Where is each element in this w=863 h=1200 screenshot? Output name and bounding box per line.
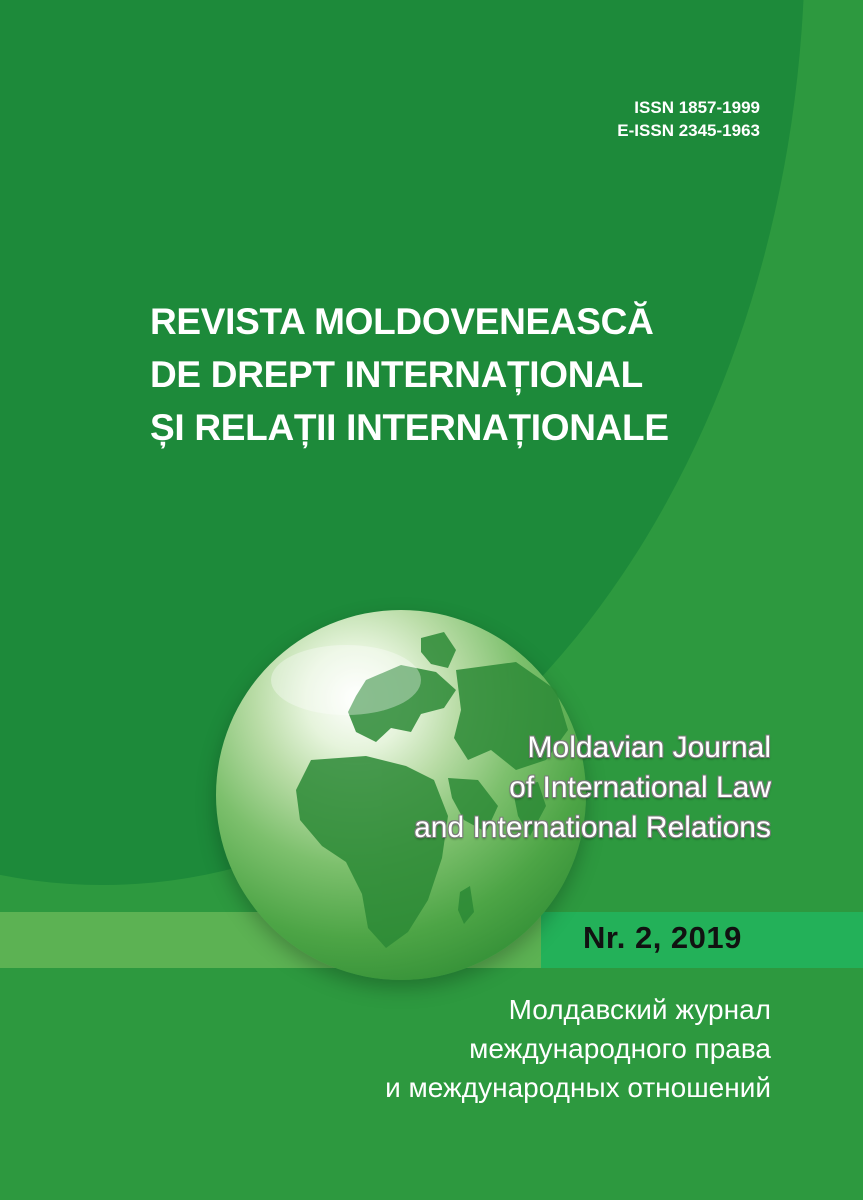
- title-en-line-3: and International Relations: [414, 811, 771, 844]
- title-ru-line-2: международного права: [469, 1033, 771, 1064]
- title-ro-line-3: ȘI RELAȚII INTERNAȚIONALE: [150, 407, 669, 448]
- issue-number: Nr. 2, 2019: [583, 920, 742, 955]
- issn-block: [617, 96, 760, 142]
- title-en-line-1: Moldavian Journal: [527, 731, 771, 764]
- title-romanian: [150, 295, 669, 454]
- title-ru-line-3: и международных отношений: [385, 1072, 771, 1103]
- issn-print: ISSN 1857-1999: [634, 98, 760, 117]
- issn-online: E-ISSN 2345-1963: [617, 121, 760, 140]
- title-ro-line-2: DE DREPT INTERNAȚIONAL: [150, 354, 643, 395]
- title-ru-line-1: Молдавский журнал: [508, 994, 771, 1025]
- title-en-line-2: of International Law: [509, 771, 771, 804]
- title-ro-line-1: REVISTA MOLDOVENEASCĂ: [150, 301, 654, 342]
- title-russian: [385, 990, 771, 1107]
- title-english: [414, 728, 771, 848]
